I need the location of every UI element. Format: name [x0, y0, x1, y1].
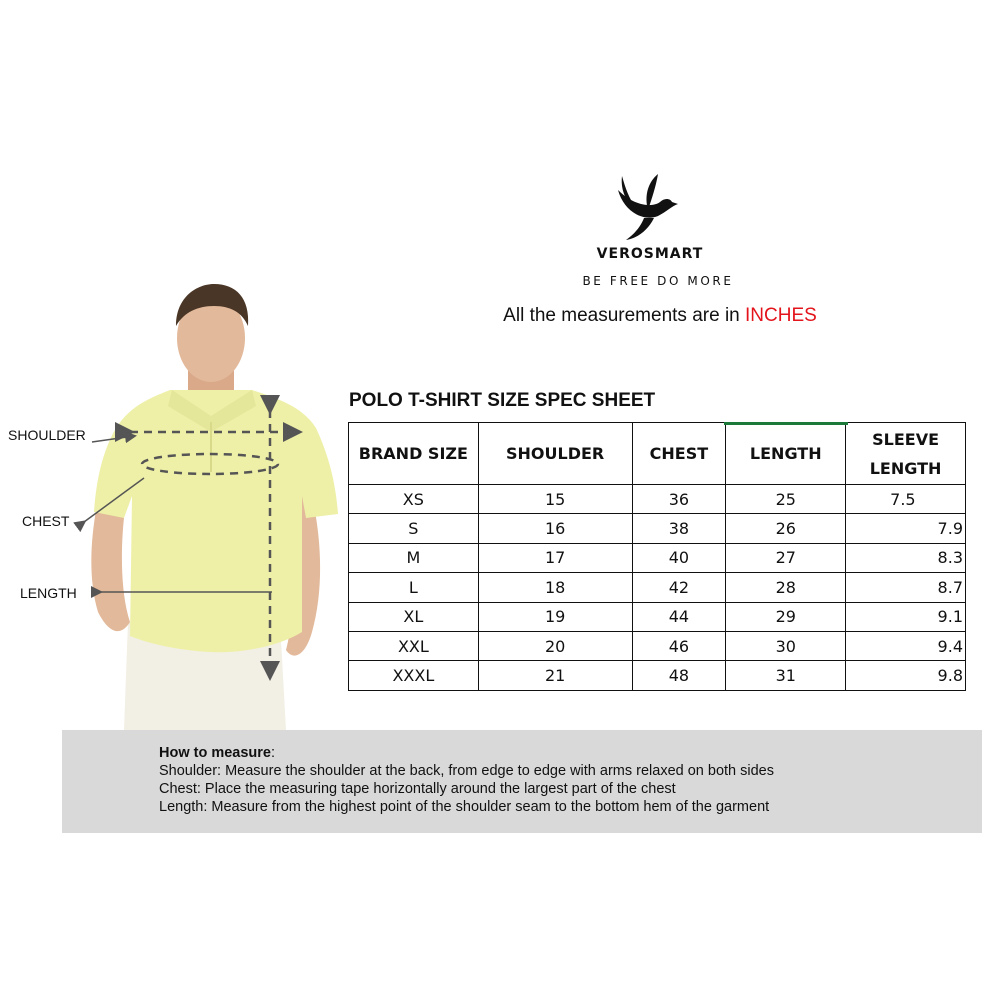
brand-tagline: BE FREE DO MORE — [582, 274, 734, 288]
cell-length: 30 — [726, 631, 846, 660]
cell-length: 27 — [726, 543, 846, 572]
cell-length: 25 — [726, 485, 846, 514]
header-brand-size: BRAND SIZE — [349, 423, 479, 485]
how-to-measure-panel — [62, 730, 982, 833]
cell-shoulder: 20 — [478, 631, 632, 660]
cell-shoulder: 19 — [478, 602, 632, 631]
cell-chest: 40 — [632, 543, 726, 572]
cell-size: XXL — [349, 631, 479, 660]
cell-selection-marker — [724, 422, 848, 425]
cell-length: 29 — [726, 602, 846, 631]
table-row — [349, 514, 966, 543]
cell-size: XS — [349, 485, 479, 514]
bird-logo-icon — [600, 172, 700, 244]
header-shoulder: SHOULDER — [478, 423, 632, 485]
header-chest: CHEST — [632, 423, 726, 485]
label-length: LENGTH — [20, 585, 77, 601]
size-spec-table — [348, 422, 966, 691]
header-sleeve-line1: SLEEVE — [872, 429, 940, 449]
cell-sleeve-length: 8.3 — [846, 543, 966, 572]
how-to-title-colon: : — [271, 745, 276, 761]
how-to-line-length: Length: Measure from the highest point of the shoulder seam to the bottom hem of the garment — [159, 799, 770, 815]
label-shoulder: SHOULDER — [8, 427, 86, 443]
cell-length: 28 — [726, 573, 846, 602]
cell-shoulder: 16 — [478, 514, 632, 543]
brand-name: VEROSMART — [596, 246, 704, 262]
cell-sleeve-length: 7.5 — [846, 485, 966, 514]
cell-sleeve-length: 9.4 — [846, 631, 966, 660]
table-row — [349, 661, 966, 690]
cell-shoulder: 15 — [478, 485, 632, 514]
cell-chest: 42 — [632, 573, 726, 602]
cell-length: 31 — [726, 661, 846, 690]
cell-size: XXXL — [349, 661, 479, 690]
cell-sleeve-length: 7.9 — [846, 514, 966, 543]
cell-chest: 48 — [632, 661, 726, 690]
cell-chest: 46 — [632, 631, 726, 660]
cell-size: M — [349, 543, 479, 572]
how-to-title-text: How to measure — [159, 745, 271, 761]
header-length: LENGTH — [726, 423, 846, 485]
units-note — [440, 305, 880, 327]
table-row — [349, 631, 966, 660]
how-to-line-shoulder: Shoulder: Measure the shoulder at the back, from edge to edge with arms relaxed on both sides — [159, 763, 774, 779]
cell-chest: 38 — [632, 514, 726, 543]
how-to-line-chest: Chest: Place the measuring tape horizontally around the largest part of the chest — [159, 781, 676, 797]
units-note-prefix: All the measurements are in — [503, 305, 746, 326]
units-note-unit: INCHES — [745, 305, 817, 326]
sheet-title: POLO T-SHIRT SIZE SPEC SHEET — [349, 390, 656, 411]
table-row — [349, 573, 966, 602]
header-sleeve-line2: LENGTH — [869, 458, 942, 478]
table-header-row — [349, 423, 966, 485]
header-sleeve-length — [846, 423, 966, 485]
cell-sleeve-length: 9.1 — [846, 602, 966, 631]
cell-size: XL — [349, 602, 479, 631]
how-to-title — [159, 744, 982, 762]
label-chest: CHEST — [22, 513, 70, 529]
cell-length: 26 — [726, 514, 846, 543]
cell-sleeve-length: 9.8 — [846, 661, 966, 690]
cell-chest: 36 — [632, 485, 726, 514]
cell-shoulder: 21 — [478, 661, 632, 690]
cell-chest: 44 — [632, 602, 726, 631]
cell-shoulder: 18 — [478, 573, 632, 602]
cell-sleeve-length: 8.7 — [846, 573, 966, 602]
table-row — [349, 543, 966, 572]
table-row — [349, 485, 966, 514]
cell-shoulder: 17 — [478, 543, 632, 572]
table-row — [349, 602, 966, 631]
cell-size: S — [349, 514, 479, 543]
cell-size: L — [349, 573, 479, 602]
